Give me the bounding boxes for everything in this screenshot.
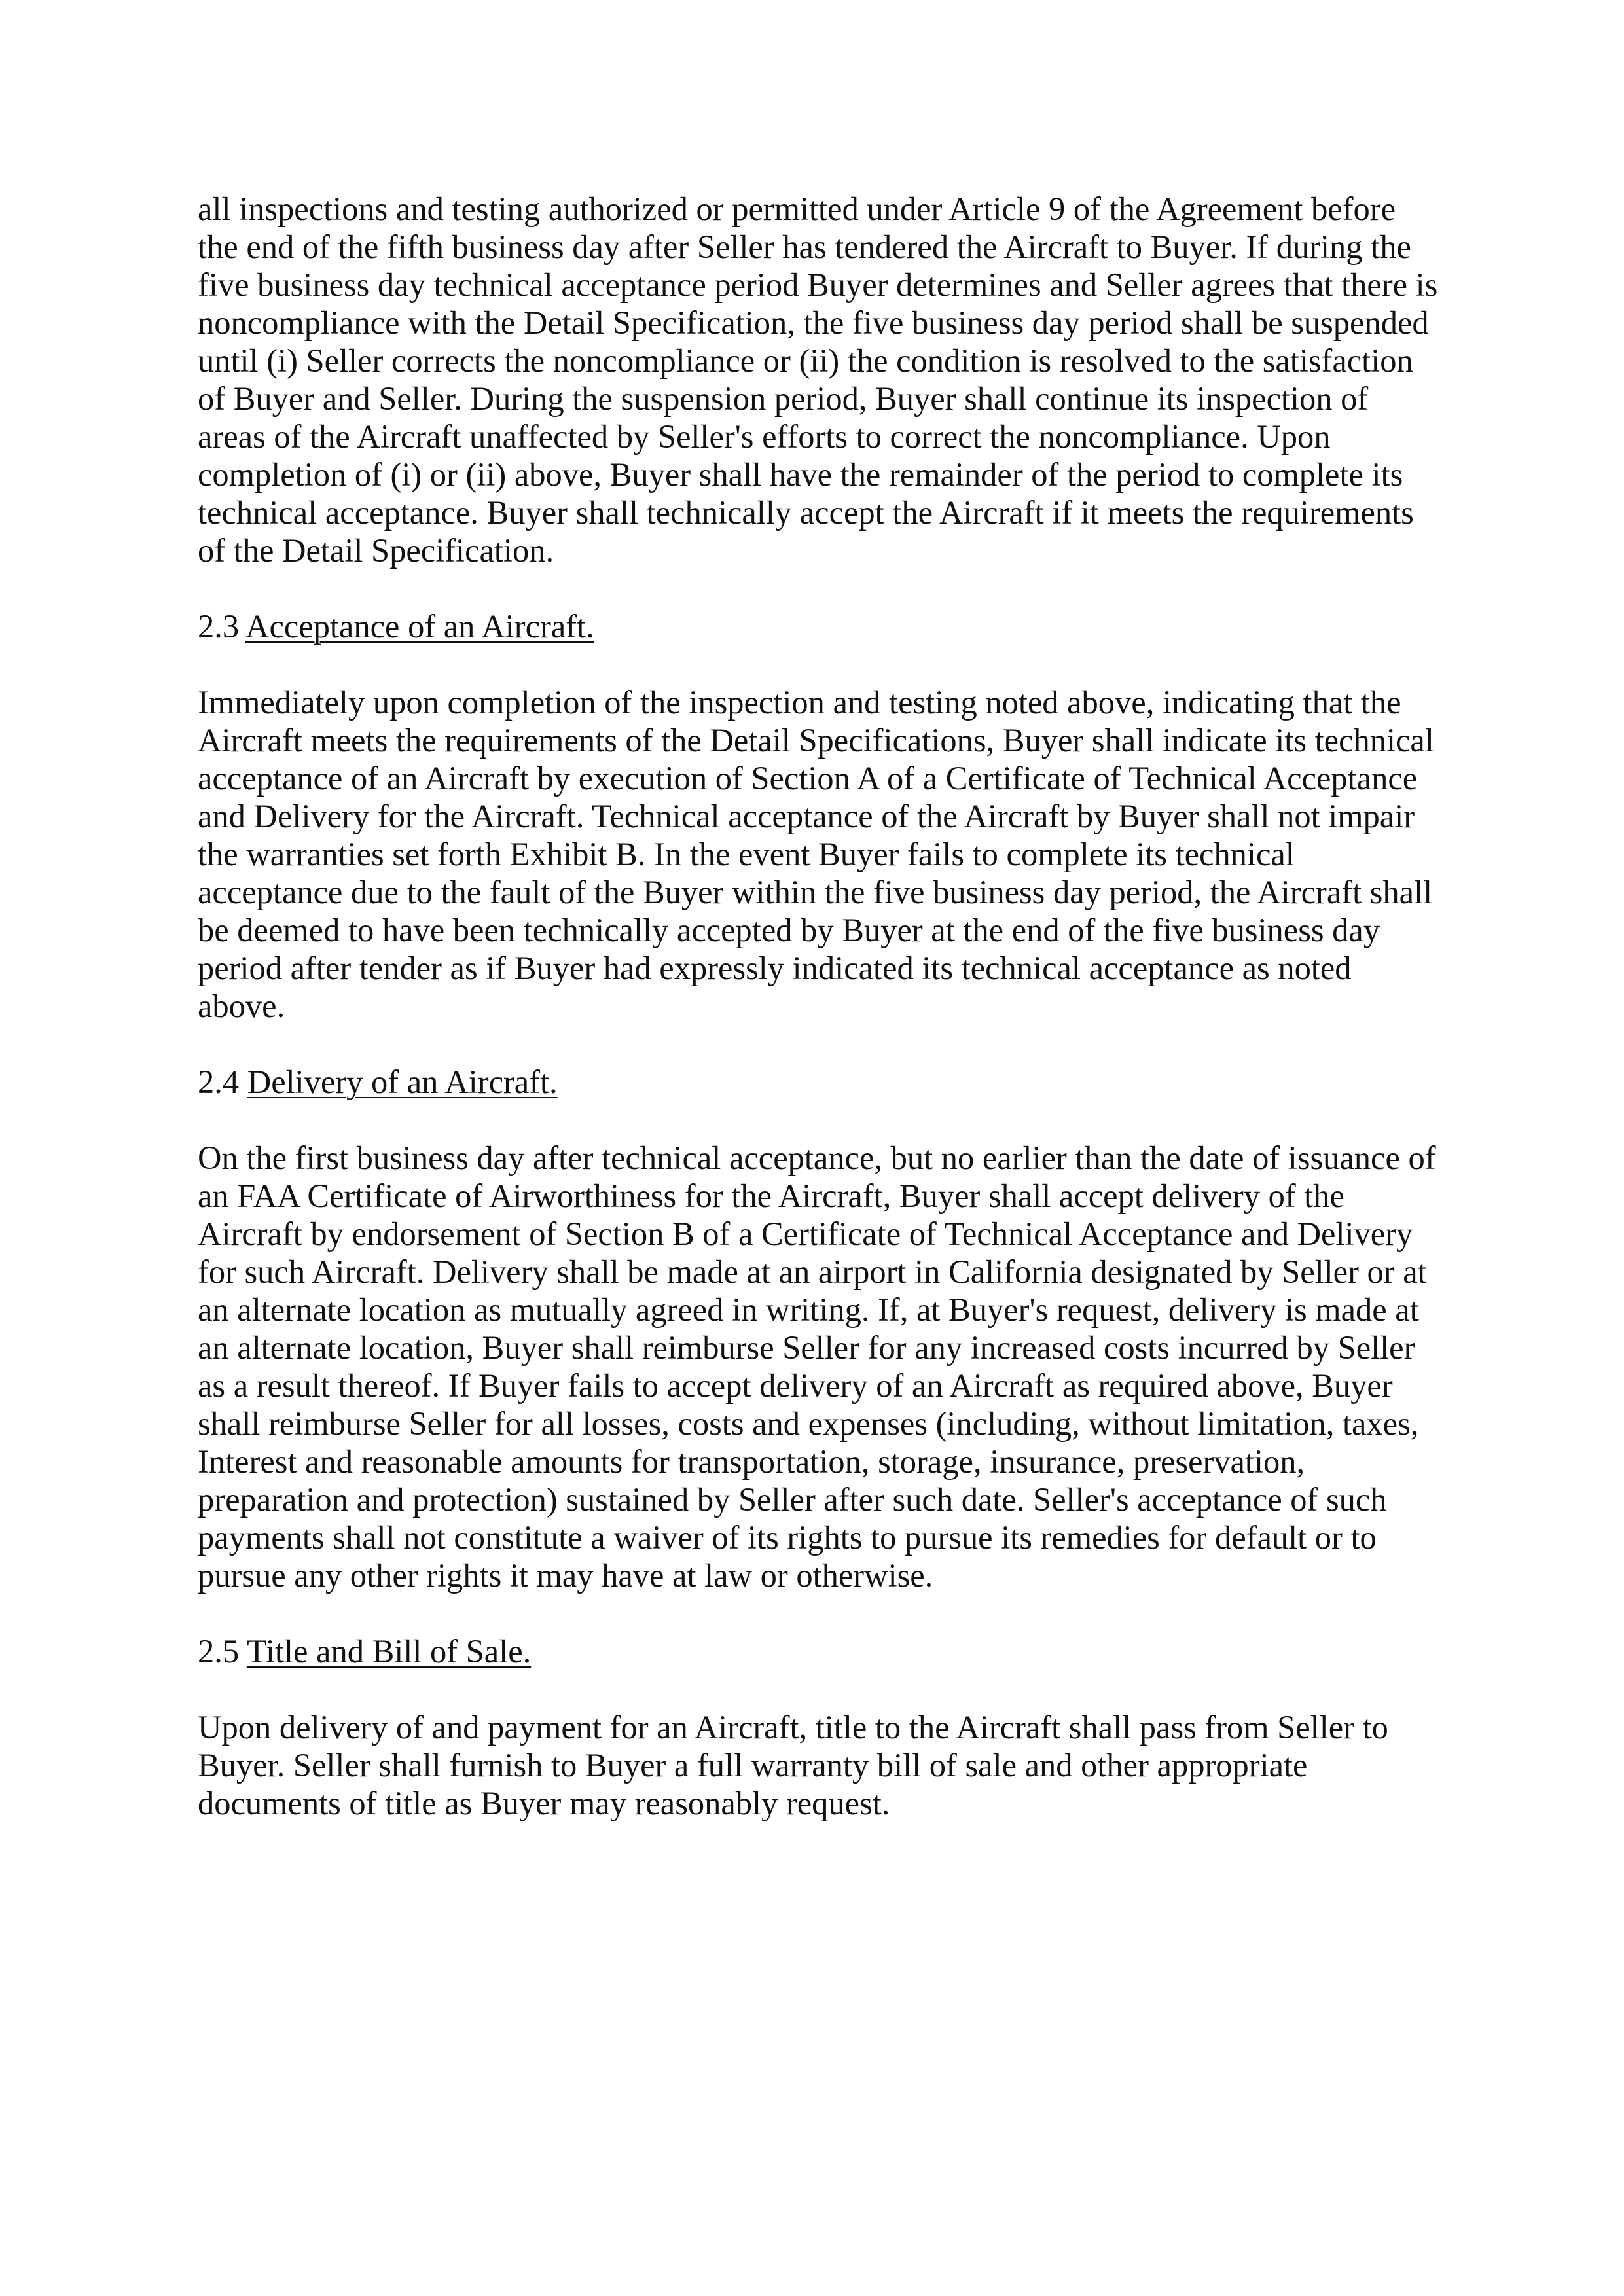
section-heading — [198, 1063, 1441, 1101]
document-page — [198, 190, 1441, 1860]
section-body: Immediately upon completion of the inspection and testing noted above, indicating that the Aircraft meets the requirements of the Detail Specifications, Buyer shall indicate its technical acceptance of an Aircraft by execution of Section A of a Certificate of Technical Acceptance and Delivery for the Aircraft. Technical acceptance of the Aircraft by Buyer shall not impair the warranties set forth Exhibit B. In the event Buyer fails to complete its technical acceptance due to the fault of the Buyer within the five business day period, the Aircraft shall be deemed to have been technically accepted by Buyer at the end of the five business day period after tender as if Buyer had expressly indicated its technical acceptance as noted above. — [198, 684, 1434, 1024]
section-title: Acceptance of an Aircraft. — [245, 608, 594, 645]
intro-paragraph: all inspections and testing authorized or permitted under Article 9 of the Agreement before the end of the fifth business day after Seller has tendered the Aircraft to Buyer. If during the five business day technical acceptance period Buyer determines and Seller agrees that there is noncompliance with the Detail Specification, the five business day period shall be suspended until (i) Seller corrects the noncompliance or (ii) the condition is resolved to the satisfaction of Buyer and Seller. During the suspension period, Buyer shall continue its inspection of areas of the Aircraft unaffected by Seller's efforts to correct the noncompliance. Upon completion of (i) or (ii) above, Buyer shall have the remainder of the period to complete its technical acceptance. Buyer shall technically accept the Aircraft if it meets the requirements of the Detail Specification. — [198, 190, 1438, 569]
section-body: On the first business day after technical acceptance, but no earlier than the date of issuance of an FAA Certificate of Airworthiness for the Aircraft, Buyer shall accept delivery of the Aircraft by endorsement of Section B of a Certificate of Technical Acceptance and Delivery for such Aircraft. Delivery shall be made at an airport in California designated by Seller or at an alternate location as mutually agreed in writing. If, at Buyer's request, delivery is made at an alternate location, Buyer shall reimburse Seller for any increased costs incurred by Seller as a result thereof. If Buyer fails to accept delivery of an Aircraft as required above, Buyer shall reimburse Seller for all losses, costs and expenses (including, without limitation, taxes, Interest and reasonable amounts for transportation, storage, insurance, preservation, preparation and protection) sustained by Seller after such date. Seller's acceptance of such payments shall not constitute a waiver of its rights to pursue its remedies for default or to pursue any other rights it may have at law or otherwise. — [198, 1139, 1436, 1594]
section-heading — [198, 1632, 1441, 1670]
section-number: 2.5 — [198, 1633, 240, 1670]
section-2-5 — [198, 1632, 1441, 1822]
section-body: Upon delivery of and payment for an Aircraft, title to the Aircraft shall pass from Seller to Buyer. Seller shall furnish to Buyer a full warranty bill of sale and other appropriate documents of title as Buyer may reasonably request. — [198, 1709, 1388, 1821]
section-heading — [198, 607, 1441, 645]
section-number: 2.4 — [198, 1064, 240, 1100]
section-2-3 — [198, 607, 1441, 1025]
section-title: Title and Bill of Sale. — [246, 1633, 532, 1670]
section-number: 2.3 — [198, 608, 240, 645]
section-title: Delivery of an Aircraft. — [247, 1064, 558, 1100]
section-2-4 — [198, 1063, 1441, 1594]
